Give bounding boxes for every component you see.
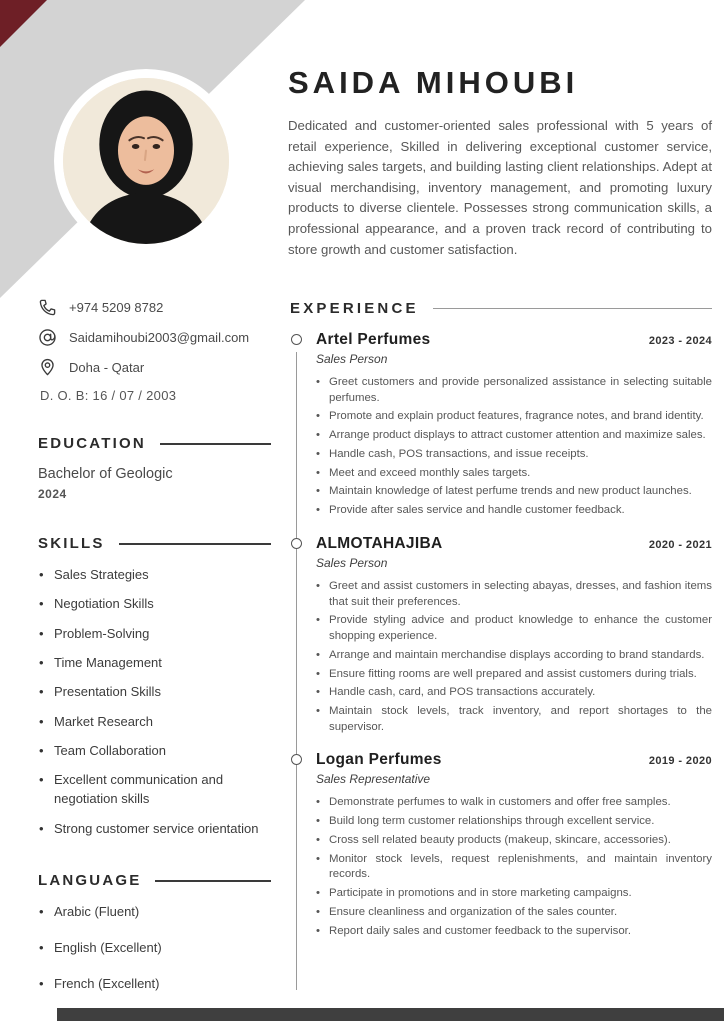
page-title: SAIDA MIHOUBI (288, 65, 579, 100)
left-column (38, 298, 271, 1011)
contact-email-value: Saidamihoubi2003@gmail.com (69, 330, 250, 345)
job-dates: 2023 - 2024 (648, 335, 712, 347)
job-role: Sales Person (316, 352, 388, 366)
job-company: ALMOTAHAJIBA (316, 534, 443, 552)
education-year: 2024 (38, 487, 67, 501)
timeline-dot-icon (291, 334, 302, 345)
portrait-illustration (63, 78, 229, 244)
experience-header (290, 300, 712, 317)
experience-job (290, 331, 712, 519)
job-bullet: • Arrange and maintain merchandise displays according to brand standards. (316, 648, 712, 664)
location-pin-icon (38, 358, 57, 377)
experience-jobs (290, 331, 712, 939)
contact-phone-row (38, 298, 271, 317)
timeline-dot-icon (291, 538, 302, 549)
experience-rule (433, 308, 712, 309)
skills-header (38, 535, 271, 552)
email-icon (38, 328, 57, 347)
skill-item: • Excellent communication and negotiation skills (38, 771, 271, 809)
language-section (38, 872, 271, 994)
language-header (38, 872, 271, 889)
skills-rule (119, 543, 271, 545)
skill-item: • Strong customer service orientation (38, 820, 271, 839)
education-title: EDUCATION (38, 435, 146, 452)
job-bullet: • Report daily sales and customer feedback to the supervisor. (316, 924, 712, 940)
job-bullet: • Handle cash, POS transactions, and issue receipts. (316, 447, 712, 463)
job-company: Artel Perfumes (316, 331, 431, 348)
job-bullet: • Build long term customer relationships through excellent service. (316, 814, 712, 830)
job-bullet: • Greet and assist customers in selecting abayas, dresses, and fashion items that suit their preferences. (316, 579, 712, 610)
contact-dob: D. O. B: 16 / 07 / 2003 (40, 388, 177, 403)
contact-section (38, 298, 271, 403)
job-bullet: • Ensure fitting rooms are well prepared and assist customers during trials. (316, 667, 712, 683)
experience-job (290, 535, 712, 736)
job-bullet: • Monitor stock levels, request replenishments, and maintain inventory records. (316, 852, 712, 883)
job-bullet: • Provide styling advice and product knowledge to enhance the customer shopping experience. (316, 613, 712, 644)
education-header (38, 435, 271, 452)
education-degree: Bachelor of Geologic (38, 466, 173, 482)
job-bullet: • Maintain stock levels, track inventory, and report shortages to the supervisor. (316, 704, 712, 735)
profile-summary: Dedicated and customer-oriented sales professional with 5 years of retail experience, Skilled in delivering exceptional customer service, achieving sales targets, and building lasting client relationships. Adept at visual merchandising, inventory management, and promoting luxury products to diverse clientele. Possesses strong communication skills, a professional appearance, and a proven track record of contributing to store growth and customer satisfaction. (288, 118, 712, 257)
job-bullet-list (316, 795, 712, 939)
job-bullet: • Maintain knowledge of latest perfume trends and new product launches. (316, 484, 712, 500)
experience-section (290, 300, 712, 939)
language-item: • Arabic (Fluent) (38, 903, 271, 922)
job-header (316, 535, 712, 553)
job-company: Logan Perfumes (316, 751, 442, 769)
contact-email-row (38, 328, 271, 347)
profile-photo-frame (54, 69, 238, 253)
contact-location-row (38, 358, 271, 377)
header-block (288, 66, 712, 260)
language-rule (155, 880, 271, 882)
skill-item: • Time Management (38, 654, 271, 673)
language-item: • English (Excellent) (38, 939, 271, 958)
profile-photo (63, 78, 229, 244)
job-header (316, 331, 712, 349)
skills-section (38, 535, 271, 838)
right-column (290, 300, 712, 955)
contact-location-value: Doha - Qatar (69, 360, 145, 375)
job-bullet-list (316, 375, 712, 519)
footer-rule (57, 1008, 724, 1021)
job-bullet: • Ensure cleanliness and organization of the sales counter. (316, 905, 712, 921)
job-bullet: • Cross sell related beauty products (makeup, skincare, accessories). (316, 833, 712, 849)
skills-title: SKILLS (38, 535, 105, 552)
experience-title: EXPERIENCE (290, 300, 419, 317)
job-bullet: • Arrange product displays to attract customer attention and maximize sales. (316, 428, 712, 444)
job-bullet: • Provide after sales service and handle customer feedback. (316, 503, 712, 519)
job-bullet: • Participate in promotions and in store marketing campaigns. (316, 886, 712, 902)
language-item: • French (Excellent) (38, 975, 271, 994)
language-title: LANGUAGE (38, 872, 142, 890)
education-section (38, 435, 271, 501)
skill-item: • Market Research (38, 713, 271, 732)
job-bullet: • Greet customers and provide personalized assistance in selecting suitable perfumes. (316, 375, 712, 406)
skills-list (38, 566, 271, 838)
job-dates: 2020 - 2021 (648, 538, 712, 551)
job-dates: 2019 - 2020 (648, 755, 712, 768)
skill-item: • Team Collaboration (38, 742, 271, 761)
skill-item: • Sales Strategies (38, 566, 271, 585)
job-bullet: • Meet and exceed monthly sales targets. (316, 466, 712, 482)
experience-job (290, 751, 712, 939)
contact-phone-value: +974 5209 8782 (69, 300, 164, 315)
job-role: Sales Person (316, 555, 388, 570)
job-bullet-list (316, 579, 712, 736)
job-bullet: • Promote and explain product features, fragrance notes, and brand identity. (316, 409, 712, 425)
timeline-dot-icon (291, 754, 302, 765)
skill-item: • Problem-Solving (38, 625, 271, 644)
job-header (316, 751, 712, 769)
education-rule (160, 443, 271, 445)
job-bullet: • Demonstrate perfumes to walk in customers and offer free samples. (316, 795, 712, 811)
job-bullet: • Handle cash, card, and POS transactions accurately. (316, 685, 712, 701)
skill-item: • Presentation Skills (38, 683, 271, 702)
skill-item: • Negotiation Skills (38, 595, 271, 614)
job-role: Sales Representative (316, 772, 431, 787)
phone-icon (38, 298, 57, 317)
language-list (38, 903, 271, 994)
